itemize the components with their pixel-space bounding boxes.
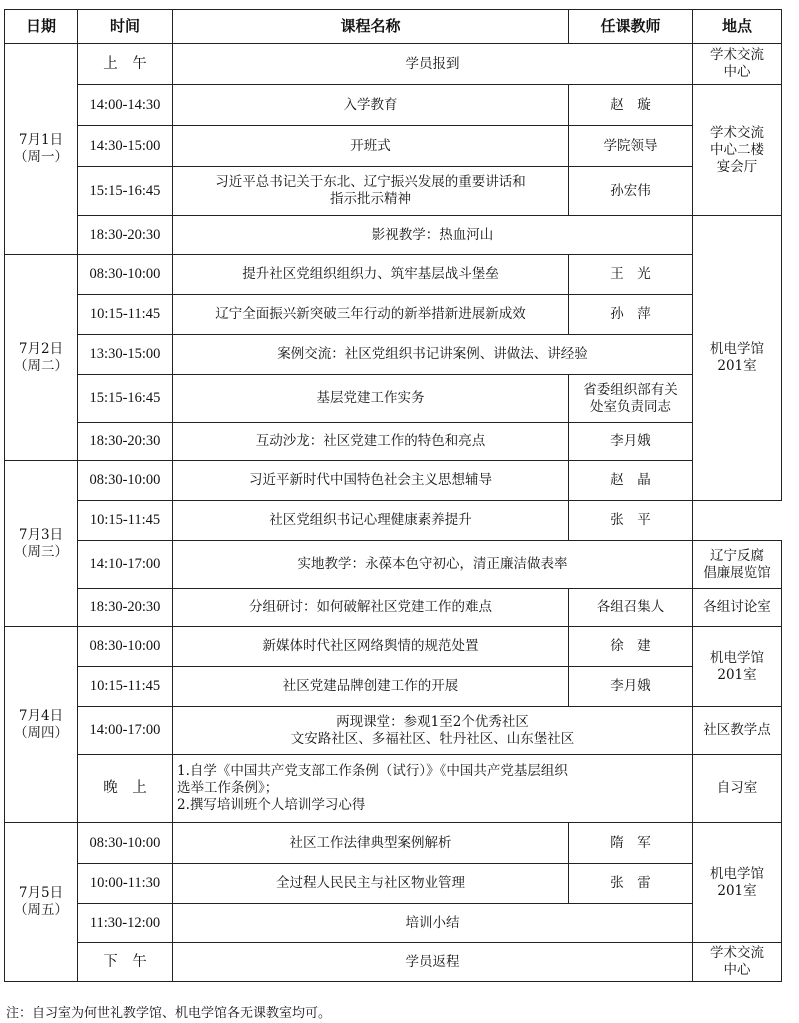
table-row: [5, 823, 782, 864]
location-line: 中心: [723, 962, 751, 978]
teacher-cell: 李月娥: [569, 667, 693, 707]
location-cell: [693, 943, 782, 982]
course-cell: 社区工作法律典型案例解析: [173, 823, 569, 864]
course-cell: 辽宁全面振兴新突破三年行动的新举措新进展新成效: [173, 295, 569, 335]
location-line: 学术交流: [710, 47, 764, 63]
table-row: [5, 255, 782, 295]
course-cell: [173, 167, 569, 216]
date-label: 7月4日: [18, 707, 64, 724]
date-cell: [5, 255, 78, 461]
location-line: 辽宁反腐: [710, 547, 764, 564]
time-cell: 10:00-11:30: [78, 864, 173, 904]
location-line: 宴会厅: [716, 158, 758, 175]
date-cell: [5, 44, 78, 255]
date-cell: [5, 461, 78, 627]
table-row: [5, 167, 782, 216]
table-row: [5, 335, 782, 375]
teacher-cell: 赵 璇: [569, 85, 693, 126]
table-row: [5, 667, 782, 707]
table-row: [5, 126, 782, 167]
table-row: [5, 44, 782, 85]
teacher-cell: 王 光: [569, 255, 693, 295]
table-row: [5, 423, 782, 461]
table-row: [5, 864, 782, 904]
teacher-cell: 赵 晶: [569, 461, 693, 501]
course-cell: 学员返程: [173, 943, 693, 982]
location-line: 机电学馆: [710, 341, 764, 357]
time-cell: 14:30-15:00: [78, 126, 173, 167]
course-cell: 基层党建工作实务: [173, 375, 569, 423]
location-cell: 社区教学点: [693, 707, 782, 755]
course-cell: 案例交流：社区党组织书记讲案例、讲做法、讲经验: [173, 335, 693, 375]
header-location: 地点: [693, 10, 782, 44]
course-cell: [173, 707, 693, 755]
time-cell: 11:30-12:00: [78, 904, 173, 943]
time-cell: 14:10-17:00: [78, 541, 173, 589]
table-row: [5, 541, 782, 589]
time-cell: 15:15-16:45: [78, 167, 173, 216]
footnote: 注：自习室为何世礼教学馆、机电学馆各无课教室均可。: [6, 1006, 332, 1021]
location-cell: [693, 823, 782, 943]
course-cell: 习近平新时代中国特色社会主义思想辅导: [173, 461, 569, 501]
course-cell: 社区党建品牌创建工作的开展: [173, 667, 569, 707]
location-cell: [693, 85, 782, 216]
date-label: 7月2日: [18, 340, 64, 357]
location-line: 201室: [717, 882, 757, 899]
teacher-cell: 李月娥: [569, 423, 693, 461]
teacher-cell: 孙 萍: [569, 295, 693, 335]
weekday-label: （周一）: [14, 149, 68, 165]
table-row: [5, 295, 782, 335]
weekday-label: （周三）: [14, 543, 68, 560]
course-line: 两现课堂：参观1至2个优秀社区: [336, 713, 529, 730]
teacher-cell: 学院领导: [569, 126, 693, 167]
course-cell: 互动沙龙：社区党建工作的特色和亮点: [173, 423, 569, 461]
teacher-cell: 隋 军: [569, 823, 693, 864]
table-row: [5, 501, 782, 541]
time-cell: 08:30-10:00: [78, 627, 173, 667]
time-cell: 下 午: [78, 943, 173, 982]
teacher-cell: 徐 建: [569, 627, 693, 667]
time-cell: 18:30-20:30: [78, 216, 173, 255]
location-cell: [693, 216, 782, 501]
teacher-cell: 各组召集人: [569, 589, 693, 627]
table-row: [5, 85, 782, 126]
course-cell: [173, 755, 693, 823]
location-line: 中心: [723, 64, 751, 80]
location-line: 倡廉展览馆: [703, 564, 771, 581]
schedule-table: [4, 9, 782, 982]
location-cell: [693, 541, 782, 589]
time-cell: 08:30-10:00: [78, 255, 173, 295]
teacher-line: 处室负责同志: [590, 398, 671, 415]
course-line: 指示批示精神: [330, 191, 411, 207]
header-time: 时间: [78, 10, 173, 44]
course-cell: 新媒体时代社区网络舆情的规范处置: [173, 627, 569, 667]
time-cell: 10:15-11:45: [78, 667, 173, 707]
time-cell: 18:30-20:30: [78, 589, 173, 627]
time-cell: 08:30-10:00: [78, 461, 173, 501]
course-cell: 开班式: [173, 126, 569, 167]
location-cell: 自习室: [693, 755, 782, 823]
header-course: 课程名称: [173, 10, 569, 44]
time-cell: 10:15-11:45: [78, 501, 173, 541]
location-line: 中心二楼: [710, 141, 764, 158]
course-cell: 分组研讨：如何破解社区党建工作的难点: [173, 589, 569, 627]
table-row: [5, 627, 782, 667]
time-cell: 10:15-11:45: [78, 295, 173, 335]
teacher-line: 省委组织部有关: [583, 381, 678, 398]
weekday-label: （周五）: [14, 902, 68, 918]
teacher-cell: 孙宏伟: [569, 167, 693, 216]
location-line: 201室: [717, 666, 757, 683]
course-cell: 培训小结: [173, 904, 693, 943]
table-row: [5, 461, 782, 501]
date-label: 7月1日: [18, 132, 64, 148]
time-cell: 18:30-20:30: [78, 423, 173, 461]
time-cell: 15:15-16:45: [78, 375, 173, 423]
header-date: 日期: [5, 10, 78, 44]
teacher-cell: 张 雷: [569, 864, 693, 904]
table-row: [5, 904, 782, 943]
course-cell: 全过程人民民主与社区物业管理: [173, 864, 569, 904]
table-row: [5, 707, 782, 755]
course-cell: 入学教育: [173, 85, 569, 126]
date-cell: [5, 627, 78, 823]
weekday-label: （周四）: [14, 724, 68, 741]
course-line: 选举工作条例》；: [177, 780, 279, 796]
teacher-cell: [569, 375, 693, 423]
table-row: [5, 755, 782, 823]
course-cell: 实地教学：永葆本色守初心，清正廉洁做表率: [173, 541, 693, 589]
table-row: [5, 375, 782, 423]
location-cell: [693, 627, 782, 707]
time-cell: 14:00-14:30: [78, 85, 173, 126]
location-line: 机电学馆: [710, 649, 764, 666]
course-line: 文安路社区、多福社区、牡丹社区、山东堡社区: [290, 730, 575, 747]
header-teacher: 任课教师: [569, 10, 693, 44]
weekday-label: （周二）: [14, 357, 68, 374]
time-cell: 08:30-10:00: [78, 823, 173, 864]
location-cell: [693, 44, 782, 85]
time-cell: 晚 上: [78, 755, 173, 823]
course-cell: 社区党组织书记心理健康素养提升: [173, 501, 569, 541]
course-line: 1.自学《中国共产党支部工作条例（试行）》《中国共产党基层组织: [177, 763, 568, 779]
time-cell: 14:00-17:00: [78, 707, 173, 755]
date-label: 7月5日: [18, 885, 64, 901]
time-cell: 上 午: [78, 44, 173, 85]
location-line: 学术交流: [710, 945, 764, 961]
course-cell: 学员报到: [173, 44, 693, 85]
date-label: 7月3日: [18, 526, 64, 543]
course-line: 2.撰写培训班个人培训学习心得: [177, 797, 366, 813]
teacher-cell: 张 平: [569, 501, 693, 541]
table-row: [5, 943, 782, 982]
course-cell: 提升社区党组织组织力、筑牢基层战斗堡垒: [173, 255, 569, 295]
date-cell: [5, 823, 78, 982]
time-cell: 13:30-15:00: [78, 335, 173, 375]
location-cell: 各组讨论室: [693, 589, 782, 627]
location-line: 学术交流: [710, 124, 764, 141]
course-line: 习近平总书记关于东北、辽宁振兴发展的重要讲话和: [215, 174, 526, 190]
location-line: 201室: [717, 358, 757, 374]
location-line: 机电学馆: [710, 865, 764, 882]
header-row: [5, 10, 782, 44]
table-row: [5, 589, 782, 627]
table-row: [5, 216, 782, 255]
course-cell: 影视教学：热血河山: [173, 216, 693, 255]
